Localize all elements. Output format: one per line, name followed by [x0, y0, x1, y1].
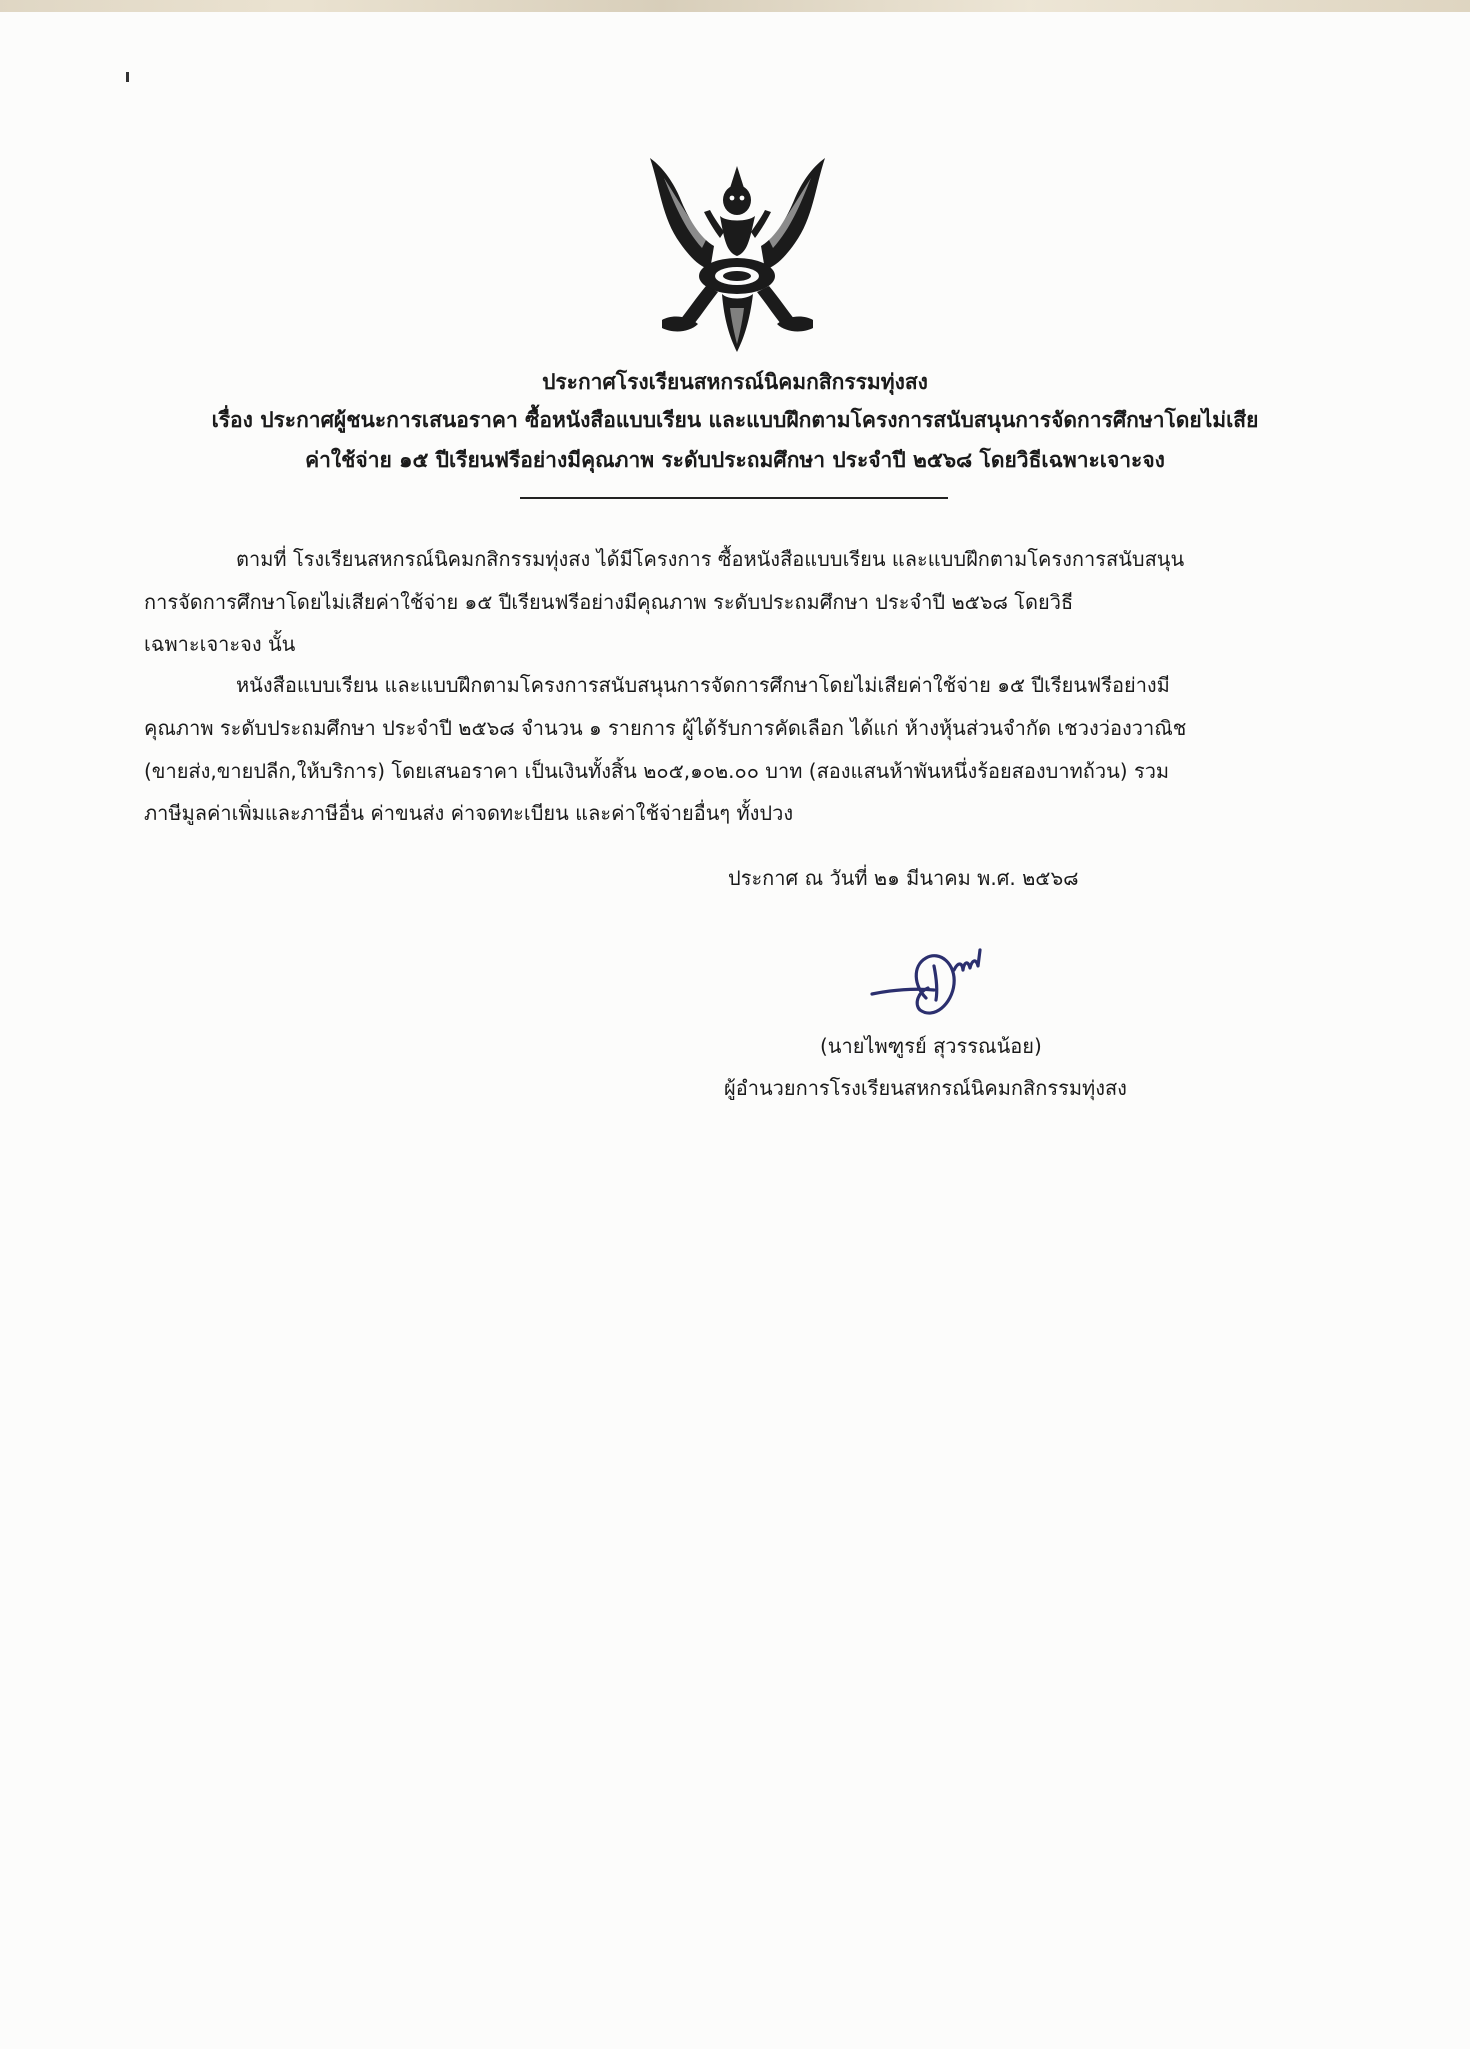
paper-top-edge: [0, 0, 1470, 12]
paragraph-2-line-4: ภาษีมูลค่าเพิ่มและภาษีอื่น ค่าขนส่ง ค่าจดทะเบียน และค่าใช้จ่ายอื่นๆ ทั้งปวง: [144, 801, 794, 825]
paragraph-1-line-2: การจัดการศึกษาโดยไม่เสียค่าใช้จ่าย ๑๕ ปีเรียนฟรีอย่างมีคุณภาพ ระดับประถมศึกษา ประจำปี ๒๕๖๘ โดยวิธี: [144, 590, 1074, 614]
signer-title: ผู้อำนวยการโรงเรียนสหกรณ์นิคมกสิกรรมทุ่งสง: [724, 1076, 1127, 1100]
announcement-heading-line-3: ค่าใช้จ่าย ๑๕ ปีเรียนฟรีอย่างมีคุณภาพ ระดับประถมศึกษา ประจำปี ๒๕๖๘ โดยวิธีเฉพาะเจาะจง: [305, 448, 1165, 472]
scan-mark: [126, 72, 129, 82]
paragraph-1-line-3: เฉพาะเจาะจง นั้น: [144, 632, 296, 656]
heading-divider: [520, 497, 948, 499]
signature-icon: [868, 936, 998, 1026]
announcement-heading-line-2: เรื่อง ประกาศผู้ชนะการเสนอราคา ซื้อหนังสือแบบเรียน และแบบฝึกตามโครงการสนับสนุนการจัดการศึกษาโดยไม่เสีย: [211, 408, 1259, 432]
announcement-date: ประกาศ ณ วันที่ ๒๑ มีนาคม พ.ศ. ๒๕๖๘: [728, 866, 1079, 890]
paragraph-2-line-1: หนังสือแบบเรียน และแบบฝึกตามโครงการสนับสนุนการจัดการศึกษาโดยไม่เสียค่าใช้จ่าย ๑๕ ปีเรียนฟรีอย่างมี: [236, 673, 1170, 697]
paragraph-2-line-3: (ขายส่ง,ขายปลีก,ให้บริการ) โดยเสนอราคา เป็นเงินทั้งสิ้น ๒๐๕,๑๐๒.๐๐ บาท (สองแสนห้าพันหนึ่งร้อยสองบาทถ้วน) รวม: [144, 759, 1170, 783]
garuda-emblem-icon: [640, 148, 835, 360]
signer-name: (นายไพฑูรย์ สุวรรณน้อย): [820, 1034, 1042, 1058]
announcement-heading-line-1: ประกาศโรงเรียนสหกรณ์นิคมกสิกรรมทุ่งสง: [542, 370, 928, 394]
paragraph-1-line-1: ตามที่ โรงเรียนสหกรณ์นิคมกสิกรรมทุ่งสง ได้มีโครงการ ซื้อหนังสือแบบเรียน และแบบฝึกตามโครงการสนับสนุน: [236, 547, 1185, 571]
paragraph-2-line-2: คุณภาพ ระดับประถมศึกษา ประจำปี ๒๕๖๘ จำนวน ๑ รายการ ผู้ได้รับการคัดเลือก ได้แก่ ห้างหุ้นส่วนจำกัด เชวงว่องวาณิช: [144, 716, 1187, 740]
